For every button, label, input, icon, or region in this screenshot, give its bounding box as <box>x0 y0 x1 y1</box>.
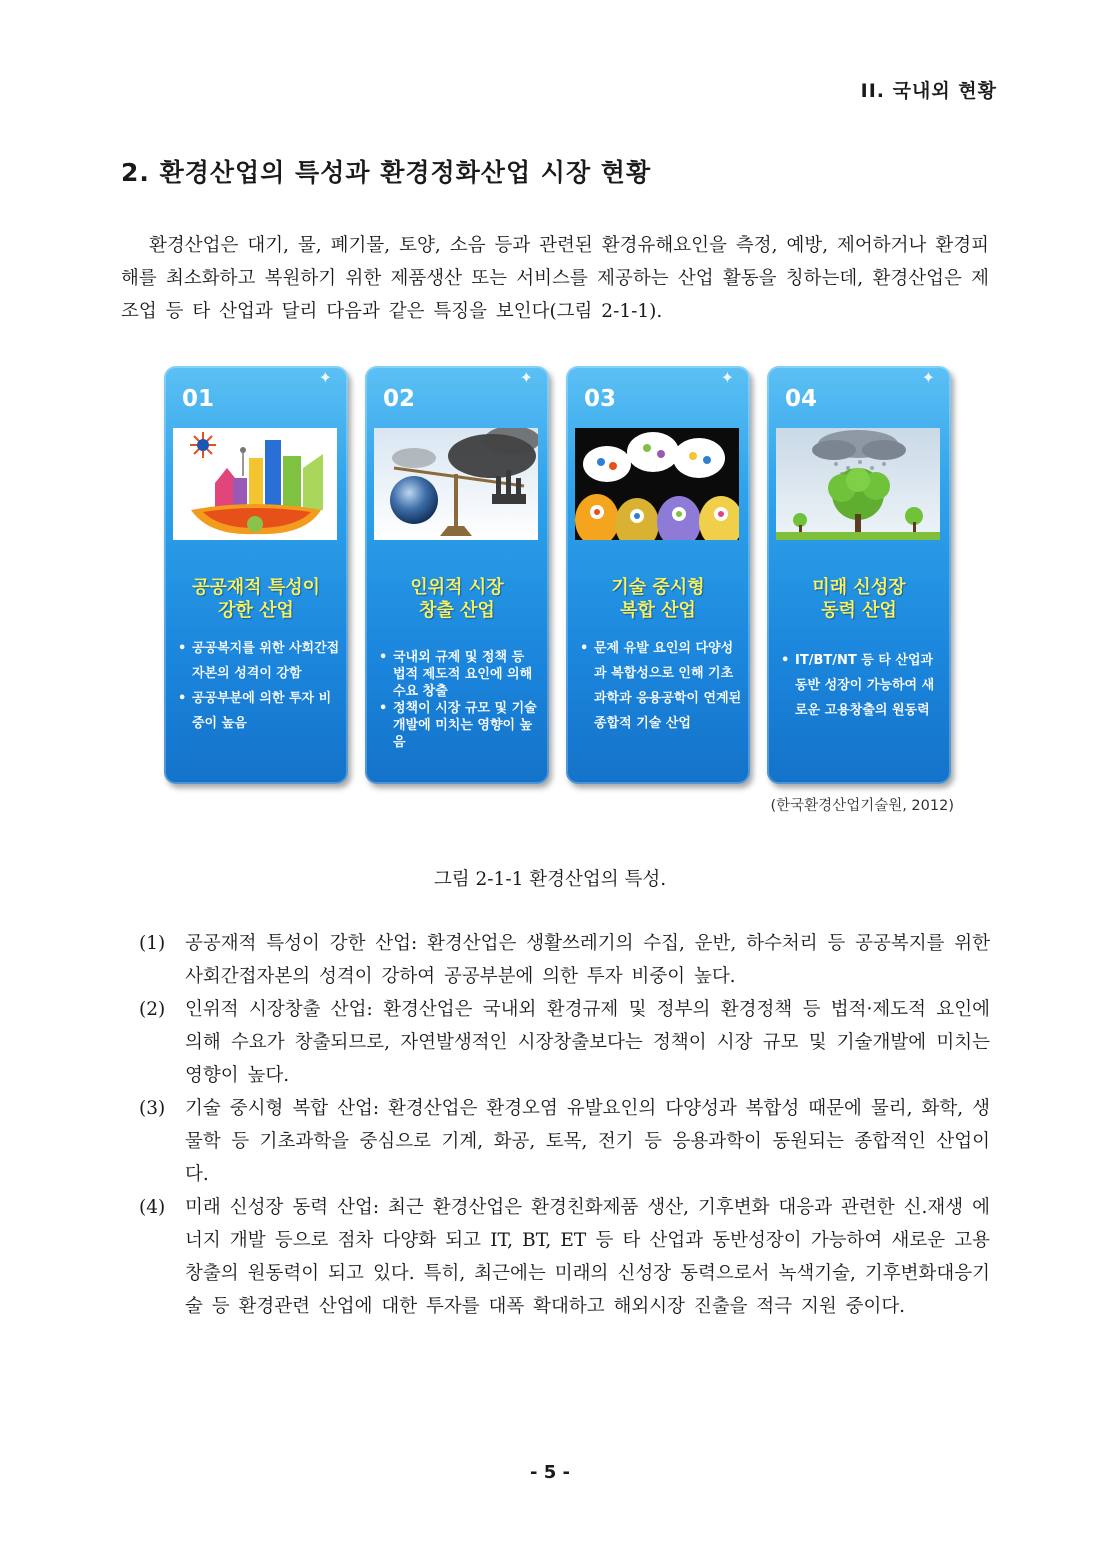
page-number: - 5 - <box>530 1462 570 1483</box>
card-bullets <box>178 636 340 736</box>
card-number: 03 <box>584 386 617 412</box>
item-text: 기술 중시형 복합 산업: 환경산업은 환경오염 유발요인의 다양성과 복합성 때문에 물리, 화학, 생물학 등 기초과학을 중심으로 기계, 화공, 토목, 전기 등 응용과학이 동원되는 종합적인 산업이다. <box>185 1098 990 1185</box>
sparkle-icon: ✦ <box>720 368 734 387</box>
characteristics-list <box>139 927 990 1323</box>
card-title: 기술 중시형 복합 산업 <box>611 577 705 621</box>
card-number: 04 <box>785 386 818 412</box>
list-item <box>139 993 990 1092</box>
bullet-item: • 공공복지를 위한 사회간접 자본의 성격이 강함 <box>178 636 340 686</box>
list-item <box>139 1092 990 1191</box>
card-01 <box>164 366 348 784</box>
item-number: (2) <box>139 999 166 1020</box>
section-title: 2. 환경산업의 특성과 환경정화산업 시장 현황 <box>121 158 652 187</box>
figure-caption: 그림 2-1-1 환경산업의 특성. <box>433 869 667 890</box>
item-number: (1) <box>139 933 166 954</box>
item-number: (4) <box>139 1197 166 1218</box>
bullet-item: • 문제 유발 요인의 다양성과 복합성으로 인해 기초과학과 응용공학이 연계된 종합적 기술 산업 <box>580 636 742 736</box>
sparkle-icon: ✦ <box>519 368 533 387</box>
list-item <box>139 927 990 993</box>
card-03 <box>566 366 750 784</box>
bullet-item: • 국내외 규제 및 정책 등 법적 제도적 요인에 의해 수요 창출 <box>379 649 541 700</box>
bullet-item: • IT/BT/NT 등 타 산업과 동반 성장이 가능하여 새로운 고용창출의 원동력 <box>781 648 943 723</box>
card-bullets <box>580 636 742 736</box>
item-text: 인위적 시장창출 산업: 환경산업은 국내외 환경규제 및 정부의 환경정책 등 법적·제도적 요인에 의해 수요가 창출되므로, 자연발생적인 시장창출보다는 정책이 시장 규모 및 기술개발에 미치는 영향이 높다. <box>185 999 990 1086</box>
card-title: 인위적 시장 창출 산업 <box>410 577 504 621</box>
card-02 <box>365 366 549 784</box>
card-number: 02 <box>383 386 416 412</box>
sparkle-icon: ✦ <box>921 368 935 387</box>
scale-globe-illustration <box>374 428 538 540</box>
item-number: (3) <box>139 1098 166 1119</box>
card-bullets <box>781 648 943 723</box>
bullet-item: • 공공부분에 의한 투자 비중이 높음 <box>178 686 340 736</box>
list-item <box>139 1191 990 1323</box>
card-bullets <box>379 649 541 751</box>
bullet-item: • 정책이 시장 규모 및 기술 개발에 미치는 영향이 높음 <box>379 700 541 751</box>
figure-source: (한국환경산업기술원, 2012) <box>770 798 954 814</box>
item-text: 공공재적 특성이 강한 산업: 환경산업은 생활쓰레기의 수집, 운반, 하수처리 등 공공복지를 위한 사회간접자본의 성격이 강하여 공공부분에 의한 투자 비중이 높다. <box>185 933 990 987</box>
card-number: 01 <box>182 386 215 412</box>
gear-tree-illustration <box>776 428 940 540</box>
sparkle-icon: ✦ <box>318 368 332 387</box>
city-illustration <box>173 428 337 540</box>
running-header: II. 국내외 현황 <box>860 80 997 102</box>
figure-industry-characteristics <box>160 362 960 822</box>
item-text: 미래 신성장 동력 산업: 최근 환경산업은 환경친화제품 생산, 기후변화 대응과 관련한 신.재생 에너지 개발 등으로 점차 다양화 되고 IT, BT, ET 등 타 산업과 동반성장이 가능하여 새로운 고용창출의 원동력이 되고 있다. 특히, 최근에는 미래의 신성장 동력으로서 녹색기술, 기후변화대응기술 등 환경관련 산업에 대한 투자를 대폭 확대하고 해외시장 진출을 적극 지원 중이다. <box>185 1197 990 1317</box>
card-title: 공공재적 특성이 강한 산업 <box>192 577 320 621</box>
card-title: 미래 신성장 동력 산업 <box>812 577 906 621</box>
intro-paragraph: 환경산업은 대기, 물, 폐기물, 토양, 소음 등과 관련된 환경유해요인을 측정, 예방, 제어하거나 환경피해를 최소화하고 복원하기 위한 제품생산 또는 서비스를 제공하는 산업 활동을 칭하는데, 환경산업은 제조업 등 타 산업과 달리 다음과 같은 특징을 보인다(그림 2-1-1). <box>121 235 989 322</box>
card-04 <box>767 366 951 784</box>
science-heads-illustration <box>575 428 739 540</box>
